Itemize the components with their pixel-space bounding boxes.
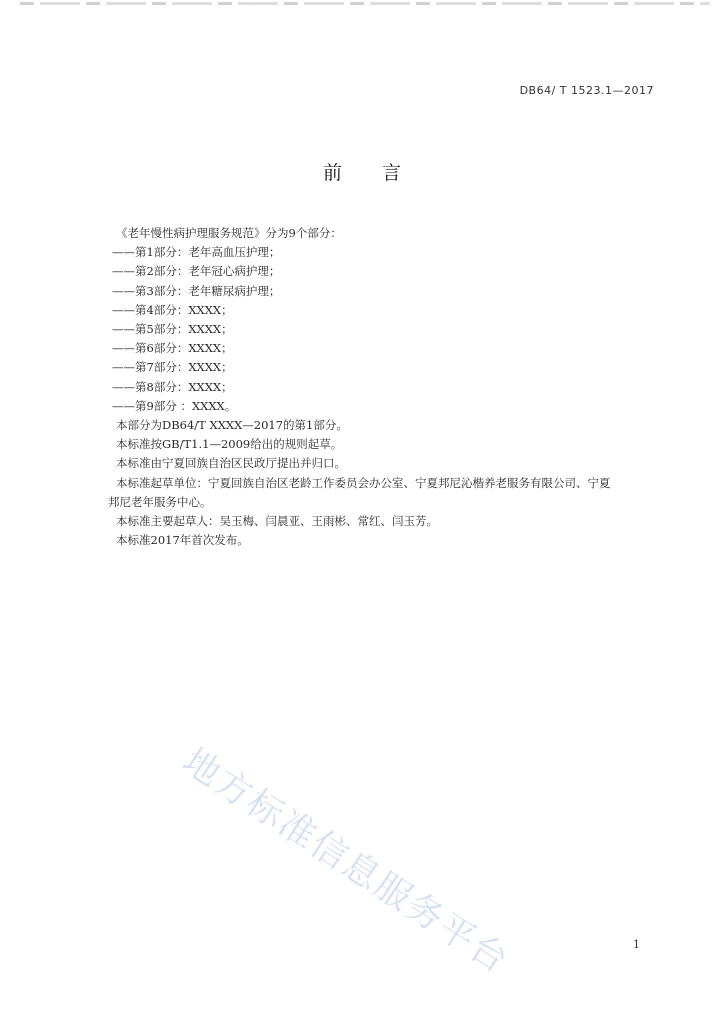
part-list-item: ——第6部分：XXXX； (112, 341, 233, 356)
intro-line: 《老年慢性病护理服务规范》分为9个部分： (116, 226, 342, 240)
document-code: DB64/ T 1523.1—2017 (519, 84, 654, 97)
drafting-units-continued: 邦尼老年服务中心。 (108, 494, 212, 509)
drafting-rules-statement: 本标准按GB/T1.1—2009给出的规则起草。 (116, 437, 343, 452)
page-title (0, 158, 724, 185)
foreword-body (108, 224, 660, 550)
part-list-item: ——第9部分 ：XXXX。 (112, 398, 237, 413)
part-list-item: ——第2部分：老年冠心病护理； (112, 264, 281, 279)
part-list-item: ——第3部分：老年糖尿病护理； (112, 283, 281, 298)
drafting-units-statement: 本标准起草单位：宁夏回族自治区老龄工作委员会办公室、宁夏邦尼沁楷养老服务有限公司、宁夏 (116, 475, 611, 490)
title-char-1: 前 (322, 162, 342, 184)
part-statement: 本部分为DB64/T XXXX—2017的第1部分。 (116, 418, 348, 433)
title-char-2: 言 (382, 162, 402, 184)
part-list-item: ——第5部分：XXXX； (112, 322, 233, 337)
part-list-item: ——第8部分：XXXX； (112, 379, 233, 394)
page-number: 1 (633, 938, 640, 951)
drafters-statement: 本标准主要起草人：吴玉梅、闫晨亚、王雨彬、常红、闫玉芳。 (116, 514, 438, 529)
watermark-text: 地方标准信息服务平台 (175, 740, 517, 983)
part-list-item: ——第1部分：老年高血压护理； (112, 245, 281, 260)
proposer-statement: 本标准由宁夏回族自治区民政厅提出并归口。 (116, 456, 346, 471)
release-statement: 本标准2017年首次发布。 (116, 533, 249, 548)
part-list-item: ——第7部分：XXXX； (112, 360, 233, 375)
part-list-item: ——第4部分：XXXX； (112, 302, 233, 317)
scan-edge-artifact (20, 2, 710, 5)
